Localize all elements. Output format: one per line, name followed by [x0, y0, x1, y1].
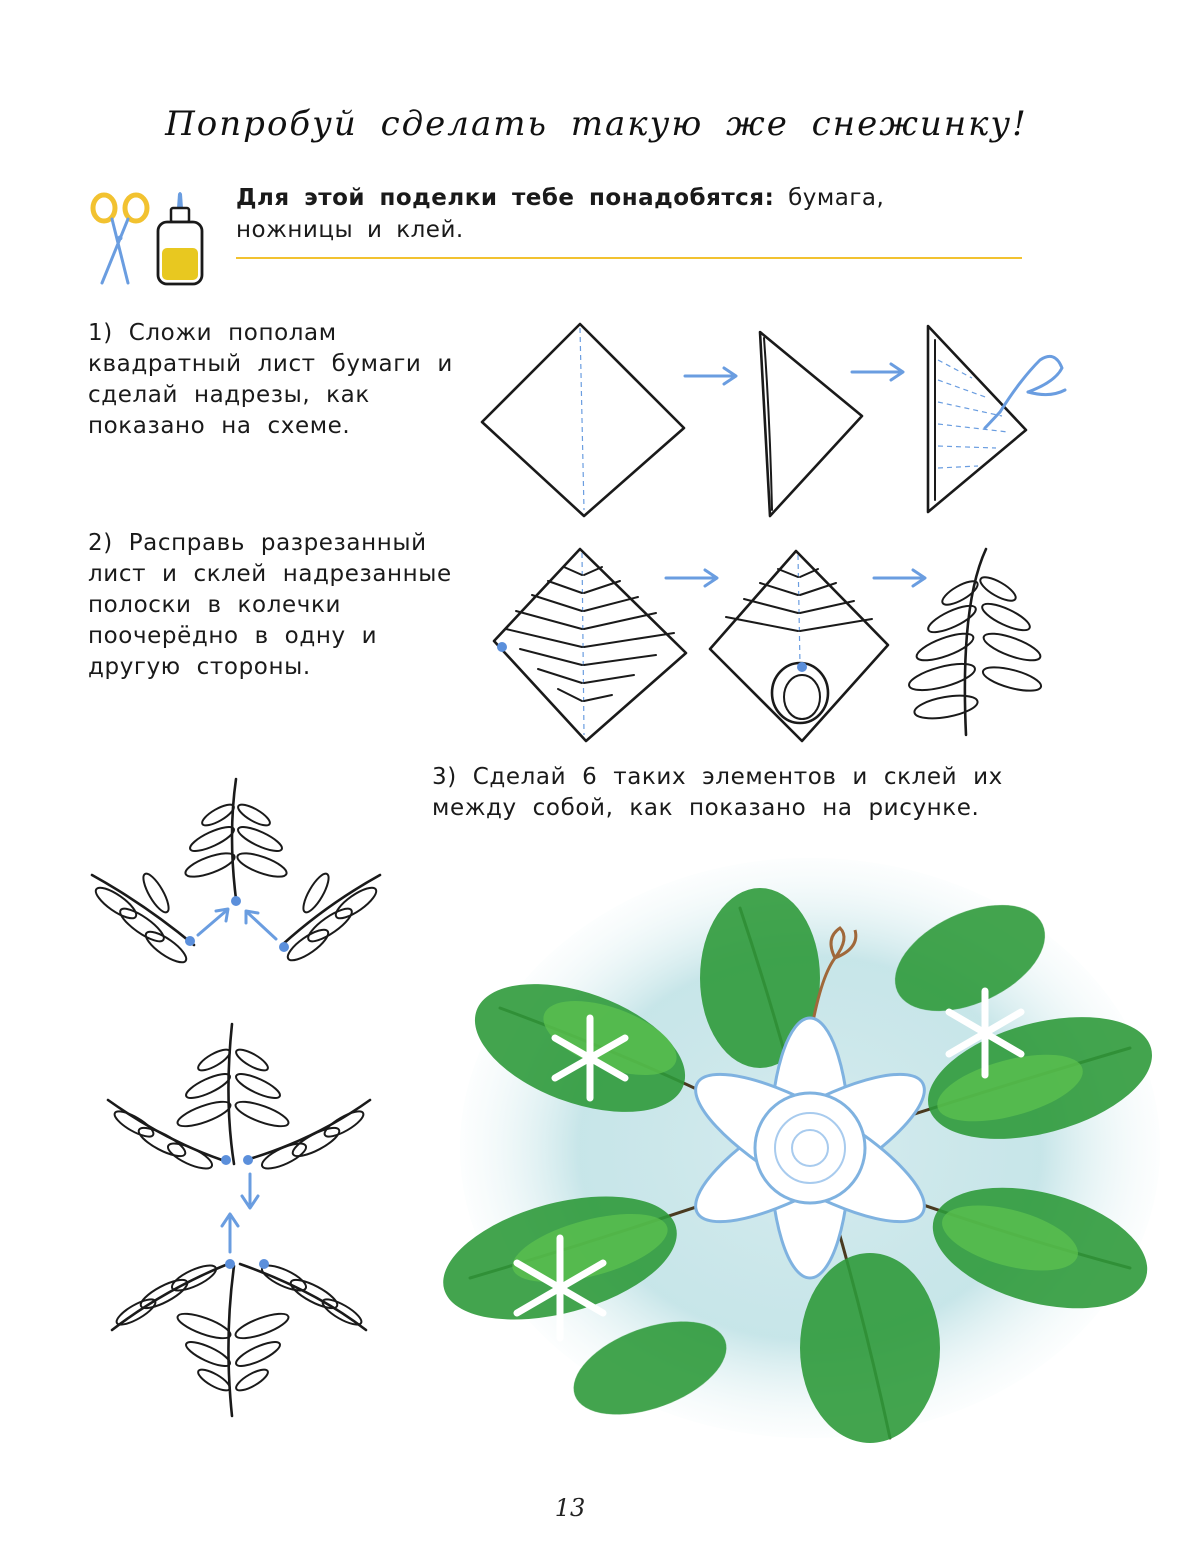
- step-1-text: 1) Сложи пополам квадратный лист бумаги и сделай надрезы, как показано на схеме.: [88, 320, 453, 439]
- arrow-right-icon: [852, 364, 903, 380]
- arrow-right-icon: [666, 570, 717, 586]
- divider-line: [236, 257, 1022, 259]
- step-3-text: 3) Сделай 6 таких элементов и склей их между собой, как показано на рисунке.: [432, 764, 1003, 821]
- step-2-text: 2) Расправь разрезанный лист и склей надрезанные полоски в колечки поочерёдно в одну и другую стороны.: [88, 530, 452, 680]
- arrow-right-icon: [685, 368, 736, 384]
- materials-items: бумага, ножницы и клей.: [236, 185, 885, 243]
- materials-label: Для этой поделки тебе понадобятся:: [236, 185, 775, 211]
- fold-diagram: [480, 320, 1100, 520]
- assembly-diagram-top: [86, 775, 386, 975]
- snowflake-illustration: [440, 848, 1162, 1458]
- arrow-right-icon: [874, 570, 925, 586]
- glue-bottle-icon: [152, 190, 208, 288]
- scissors-icon: [88, 188, 158, 288]
- glue-loops-diagram: [490, 545, 1050, 745]
- page-title: Попробуй сделать такую же снежинку!: [165, 104, 1028, 144]
- materials-text: [236, 182, 956, 246]
- page-number: 13: [554, 1494, 586, 1522]
- assembly-diagram-bottom: [104, 1020, 384, 1420]
